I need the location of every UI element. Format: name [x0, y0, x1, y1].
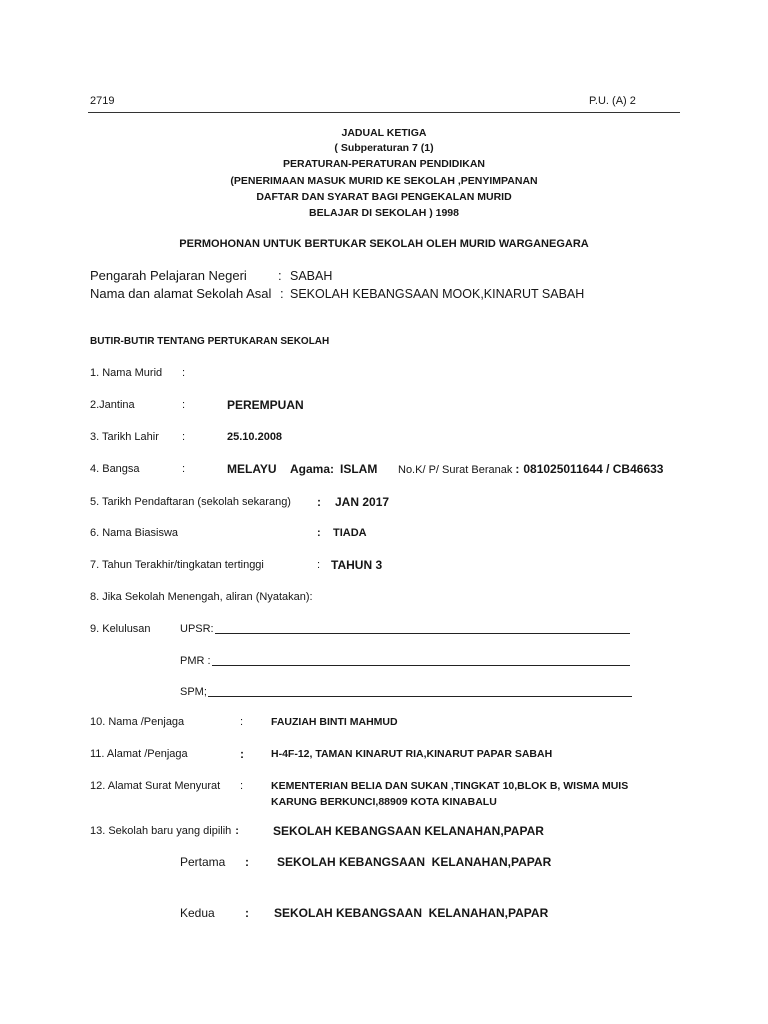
item-race — [0, 461, 768, 477]
item-value: PEREMPUAN — [227, 398, 304, 412]
director-label: Pengarah Pelajaran Negeri — [90, 268, 247, 283]
header-rule — [88, 112, 680, 113]
item-registration-date — [0, 494, 768, 510]
pmr-blank-line — [212, 653, 630, 666]
item-mailing-address — [0, 778, 768, 794]
form-title: PERMOHONAN UNTUK BERTUKAR SEKOLAH OLEH MURID WARGANEGARA — [179, 238, 589, 250]
director-row — [0, 268, 768, 284]
item-scholarship — [0, 525, 768, 541]
item-label: 8. Jika Sekolah Menengah, aliran (Nyatakan): — [90, 591, 313, 603]
page-number: 2719 — [90, 95, 115, 107]
religion-value: ISLAM — [340, 462, 378, 476]
item-colon: : — [182, 463, 186, 475]
item-mailing-address-cont — [0, 794, 768, 810]
item-value-line-1: KEMENTERIAN BELIA DAN SUKAN ,TINGKAT 10,BLOK B, WISMA MUIS — [271, 780, 629, 792]
upsr-blank — [180, 621, 630, 637]
item-value: TIADA — [333, 527, 367, 539]
item-guardian-name — [0, 714, 768, 730]
item-label: 4. Bangsa — [90, 463, 140, 475]
spm-label: SPM; — [180, 686, 207, 698]
first-choice-value: SEKOLAH KEBANGSAAN KELANAHAN,PAPAR — [277, 855, 552, 869]
origin-school-value: SEKOLAH KEBANGSAAN MOOK,KINARUT SABAH — [290, 287, 585, 301]
item-label: 2.Jantina — [90, 399, 135, 411]
item-label: 9. Kelulusan — [90, 623, 151, 635]
item-colon: : — [182, 399, 186, 411]
pmr-label: PMR : — [180, 655, 211, 667]
spm-blank-line — [208, 684, 632, 697]
first-choice-colon: : — [245, 855, 249, 869]
id-number-value: 081025011644 / CB46633 — [523, 462, 664, 476]
gazette-reference: P.U. (A) 2 — [589, 95, 636, 107]
regulation-title-line-4: BELAJAR DI SEKOLAH ) 1998 — [309, 207, 459, 219]
item-label-group — [90, 823, 239, 839]
section-heading: BUTIR-BUTIR TENTANG PERTUKARAN SEKOLAH — [90, 336, 330, 347]
item-value-line-2: KARUNG BERKUNCI,88909 KOTA KINABALU — [271, 796, 497, 808]
item-birth-date — [0, 429, 768, 445]
regulation-title: PERATURAN-PERATURAN PENDIDIKAN — [282, 158, 486, 170]
item-gender — [0, 397, 768, 413]
item-colon: : — [317, 495, 321, 509]
upsr-label: UPSR: — [180, 623, 214, 635]
origin-school-colon: : — [280, 286, 284, 301]
item-colon: : — [240, 716, 244, 728]
item-value: FAUZIAH BINTI MAHMUD — [271, 716, 398, 728]
id-number-label: No.K/ P/ Surat Beranak — [398, 464, 513, 476]
second-choice-row — [0, 905, 768, 921]
upsr-blank-line — [215, 621, 630, 634]
regulation-title-line-3: DAFTAR DAN SYARAT BAGI PENGEKALAN MURID — [256, 191, 512, 203]
item-value: H-4F-12, TAMAN KINARUT RIA,KINARUT PAPAR SABAH — [271, 748, 553, 760]
item-label: 5. Tarikh Pendaftaran (sekolah sekarang) — [90, 496, 291, 508]
item-label: 11. Alamat /Penjaga — [90, 748, 188, 760]
origin-school-row — [0, 286, 768, 302]
item-label: 12. Alamat Surat Menyurat — [90, 780, 221, 792]
item-label: 3. Tarikh Lahir — [90, 431, 159, 443]
item-colon: : — [235, 825, 239, 837]
item-value: TAHUN 3 — [331, 558, 383, 572]
item-last-year — [0, 557, 768, 573]
item-colon: : — [182, 367, 186, 379]
item-colon: : — [240, 780, 244, 792]
item-value: MELAYU — [227, 462, 277, 476]
schedule-title: JADUAL KETIGA — [341, 127, 427, 139]
item-value: 25.10.2008 — [227, 431, 283, 443]
first-choice-row — [0, 854, 768, 870]
item-secondary-stream — [0, 589, 768, 605]
spm-blank — [180, 684, 632, 700]
second-choice-colon: : — [245, 906, 249, 920]
id-number-colon: : — [515, 462, 520, 476]
item-colon: : — [317, 527, 321, 539]
item-value: JAN 2017 — [335, 495, 390, 509]
second-choice-label: Kedua — [180, 906, 215, 920]
item-guardian-address — [0, 746, 768, 762]
item-colon: : — [317, 559, 321, 571]
director-value: SABAH — [290, 269, 333, 283]
item-label: 7. Tahun Terakhir/tingkatan tertinggi — [90, 559, 264, 571]
item-label: 1. Nama Murid — [90, 367, 163, 379]
regulation-title-line-2: (PENERIMAAN MASUK MURID KE SEKOLAH ,PENYIMPANAN — [230, 175, 538, 187]
director-colon: : — [278, 268, 282, 283]
item-label: 6. Nama Biasiswa — [90, 527, 179, 539]
pmr-blank — [180, 653, 630, 669]
religion-label: Agama: — [290, 462, 335, 476]
item-value: SEKOLAH KEBANGSAAN KELANAHAN,PAPAR — [273, 824, 544, 838]
item-student-name — [0, 365, 768, 381]
id-number-field — [398, 461, 663, 477]
item-new-school — [0, 823, 768, 839]
origin-school-label: Nama dan alamat Sekolah Asal — [90, 286, 272, 301]
item-label: 13. Sekolah baru yang dipilih — [90, 825, 232, 837]
item-label: 10. Nama /Penjaga — [90, 716, 185, 728]
first-choice-label: Pertama — [180, 855, 226, 869]
item-colon: : — [182, 431, 186, 443]
item-colon: : — [240, 747, 244, 761]
sub-regulation: ( Subperaturan 7 (1) — [334, 142, 434, 154]
religion-field — [290, 461, 377, 477]
second-choice-value: SEKOLAH KEBANGSAAN KELANAHAN,PAPAR — [274, 906, 549, 920]
